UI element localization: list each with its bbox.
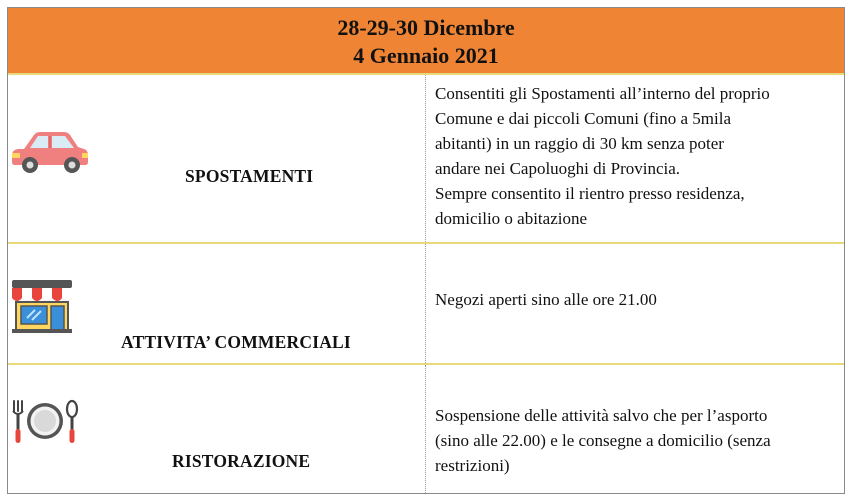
row-text-line: Negozi aperti sino alle ore 21.00 xyxy=(435,290,657,309)
row-label: SPOSTAMENTI xyxy=(185,166,314,186)
row-text-line: Sempre consentito il rientro presso residenza, xyxy=(435,184,745,203)
header-dates-line: 28-29-30 Dicembre xyxy=(337,15,515,40)
row-text-line: andare nei Capoluoghi di Provincia. xyxy=(435,159,681,178)
row-label-cell xyxy=(8,244,426,363)
table-row-attivita-commerciali xyxy=(8,244,844,365)
table-row-spostamenti xyxy=(8,75,844,244)
table-header xyxy=(8,8,844,75)
row-text-line: (sino alle 22.00) e le consegne a domicilio (senza xyxy=(435,431,771,450)
restaurant-icon xyxy=(10,399,80,447)
table-row-ristorazione xyxy=(8,365,844,493)
row-text-cell xyxy=(435,81,836,231)
shop-icon xyxy=(10,278,74,334)
row-text-line: Comune e dai piccoli Comuni (fino a 5mila xyxy=(435,109,732,128)
row-text-cell xyxy=(435,287,836,312)
row-label-cell xyxy=(8,75,426,242)
row-label: ATTIVITA’ COMMERCIALI xyxy=(121,332,351,352)
row-text-cell xyxy=(435,403,836,478)
row-text-line: restrizioni) xyxy=(435,456,510,475)
row-text-line: Sospensione delle attività salvo che per l’asporto xyxy=(435,406,768,425)
row-text-line: abitanti) in un raggio di 30 km senza poter xyxy=(435,134,724,153)
regulations-table xyxy=(7,7,845,494)
header-year-line: 4 Gennaio 2021 xyxy=(353,43,499,68)
row-label-cell xyxy=(8,365,426,493)
row-text-line: domicilio o abitazione xyxy=(435,209,588,228)
row-label: RISTORAZIONE xyxy=(172,451,311,471)
row-text-line: Consentiti gli Spostamenti all’interno del proprio xyxy=(435,84,770,103)
car-icon xyxy=(10,129,90,175)
